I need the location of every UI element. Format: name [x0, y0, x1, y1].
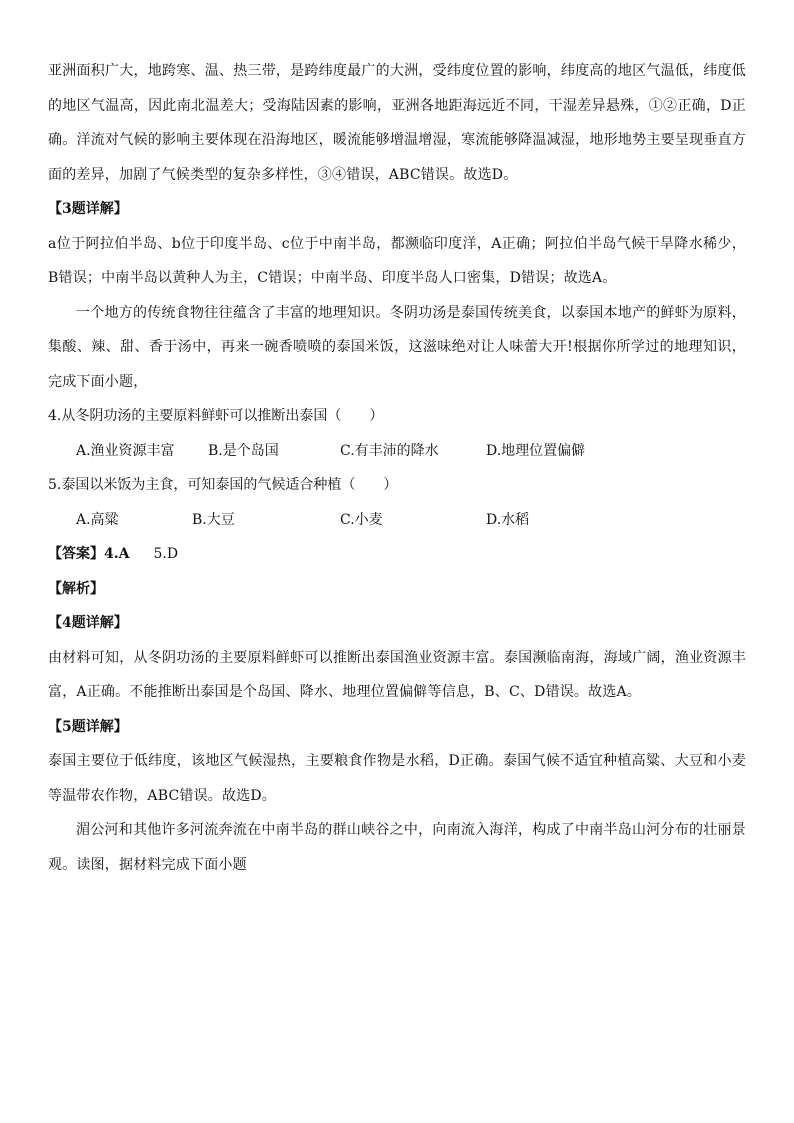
question-5-stem: 5.泰国以米饭为主食，可知泰国的气候适合种植（ ） [48, 477, 398, 493]
explanation-paragraph-q2: 亚洲面积广大，地跨寒、温、热三带，是跨纬度最广的大洲，受纬度位置的影响，纬度高的地区气温低，纬度低的地区气温高，因此南北温差大；受海陆因素的影响，亚洲各地距海远近不同，干湿差异悬殊，①②正确，D正确。洋流对气候的影响主要体现在沿海地区，暖流能够增温增湿，寒流能够降温减湿，地形地势主要呈现垂直方面的差异，加剧了气候类型的复杂多样性，③④错误，ABC错误。故选D。 [48, 63, 746, 183]
heading-q4-detail: 【4题详解】 [48, 615, 128, 631]
q5-option-d: D.水稻 [486, 511, 530, 528]
heading-q5-detail: 【5题详解】 [48, 718, 128, 735]
q4-option-b: B.是个岛国 [208, 442, 279, 459]
q5-option-a: A.高粱 [76, 511, 119, 528]
explanation-paragraph-q5: 泰国主要位于低纬度，该地区气候湿热，主要粮食作物是水稻，D正确。泰国气候不适宜种植高粱、大豆和小麦等温带农作物，ABC错误。故选D。 [48, 753, 746, 804]
explanation-paragraph-q3: a位于阿拉伯半岛、b位于印度半岛、c位于中南半岛，都濒临印度洋，A正确；阿拉伯半岛气候干旱降水稀少，B错误；中南半岛以黄种人为主，C错误；中南半岛、印度半岛人口密集，D错误；故选A。 [48, 235, 746, 286]
material-paragraph-tom-yum: 一个地方的传统食物往往蕴含了丰富的地理知识。冬阴功汤是泰国传统美食，以泰国本地产的鲜虾为原料，集酸、辣、甜、香于汤中，再来一碗香喷喷的泰国米饭，这滋味绝对让人味蕾大开!根据你所学过的地理知识，完成下面小题， [48, 304, 746, 390]
q5-option-c: C.小麦 [340, 511, 383, 528]
question-5-options [48, 503, 746, 538]
answer-line [48, 537, 746, 572]
question-4-options [48, 434, 746, 469]
q4-option-c: C.有丰沛的降水 [340, 442, 439, 459]
explanation-paragraph-q4: 由材料可知，从冬阴功汤的主要原料鲜虾可以推断出泰国渔业资源丰富。泰国濒临南海，海域广阔，渔业资源丰富，A正确。不能推断出泰国是个岛国、降水、地理位置偏僻等信息，B、C、D错误。故选A。 [48, 649, 746, 700]
heading-q3-detail: 【3题详解】 [48, 201, 128, 217]
heading-analysis: 【解析】 [48, 580, 104, 597]
q5-option-b: B.大豆 [192, 511, 235, 528]
material-paragraph-mekong: 湄公河和其他许多河流奔流在中南半岛的群山峡谷之中，向南流入海洋，构成了中南半岛山河分布的壮丽景观。读图，据材料完成下面小题 [48, 822, 746, 873]
answer-q5: 5.D [153, 546, 179, 562]
q4-option-d: D.地理位置偏僻 [486, 442, 586, 459]
question-4-stem: 4.从冬阴功汤的主要原料鲜虾可以推断出泰国（ ） [48, 408, 384, 424]
q4-option-a: A.渔业资源丰富 [76, 442, 175, 459]
answer-label: 【答案】4.A [48, 546, 130, 562]
